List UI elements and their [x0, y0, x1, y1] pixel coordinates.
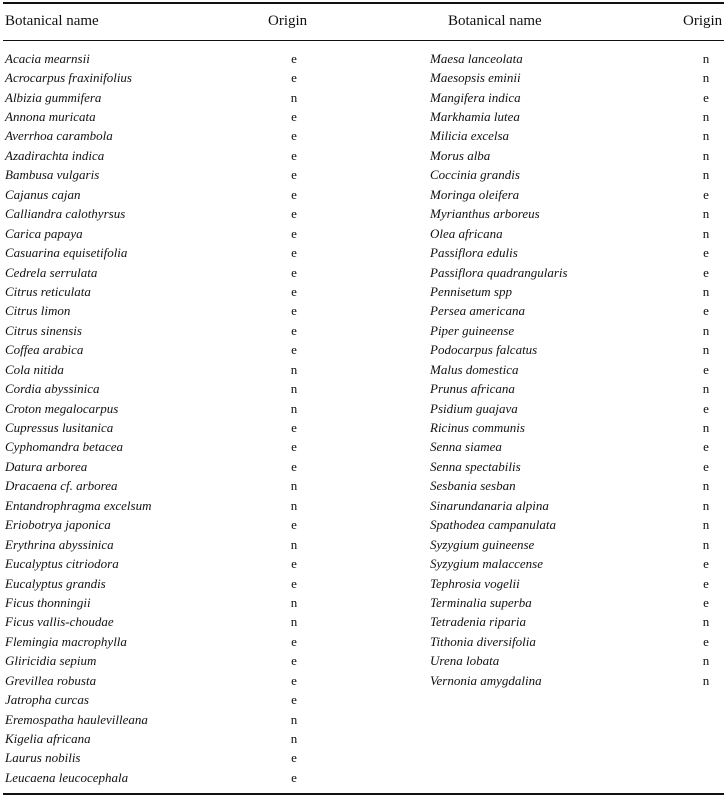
- table-row: [5, 477, 335, 496]
- origin-code: e: [291, 167, 297, 183]
- table-row: [430, 166, 720, 185]
- origin-code: e: [703, 245, 709, 261]
- origin-code: n: [702, 167, 710, 183]
- origin-code: e: [291, 245, 297, 261]
- table-row: [5, 399, 335, 418]
- header-origin-left: Origin: [268, 13, 308, 29]
- origin-code: e: [291, 283, 297, 299]
- origin-code: n: [702, 672, 710, 688]
- table-row: [430, 360, 720, 379]
- table-row: [5, 49, 335, 68]
- origin-code: e: [291, 653, 297, 669]
- botanical-name: Markhamia lutea: [430, 109, 520, 125]
- botanical-name: Sesbania sesban: [430, 478, 516, 494]
- botanical-name: Cedrela serrulata: [5, 264, 98, 280]
- botanical-name: Milicia excelsa: [430, 128, 510, 144]
- table-row: [5, 574, 335, 593]
- botanical-name: Terminalia superba: [430, 594, 532, 610]
- table-row: [5, 282, 335, 301]
- origin-code: n: [702, 517, 710, 533]
- table-row: [5, 749, 335, 768]
- table-row: [430, 127, 720, 146]
- table-row: [430, 554, 720, 573]
- botanical-name: Bambusa vulgaris: [5, 167, 100, 183]
- botanical-name: Pennisetum spp: [430, 283, 512, 299]
- botanical-name: Mangifera indica: [430, 89, 521, 105]
- top-rule: [3, 2, 724, 4]
- table-row: [430, 652, 720, 671]
- origin-code: e: [291, 556, 297, 572]
- table-row: [5, 88, 335, 107]
- origin-code: n: [702, 342, 710, 358]
- botanical-name: Eucalyptus grandis: [5, 575, 106, 591]
- botanical-name: Averrhoa carambola: [5, 128, 113, 144]
- table-row: [430, 185, 720, 204]
- botanical-name: Morus alba: [430, 147, 491, 163]
- origin-code: n: [290, 400, 298, 416]
- origin-code: n: [290, 89, 298, 105]
- origin-code: e: [703, 594, 709, 610]
- botanical-name: Maesa lanceolata: [430, 50, 523, 66]
- botanical-name: Ricinus communis: [430, 420, 525, 436]
- table-row: [5, 321, 335, 340]
- table-row: [430, 574, 720, 593]
- botanical-name: Citrus limon: [5, 303, 71, 319]
- botanical-name: Leucaena leucocephala: [5, 769, 129, 785]
- table-row: [5, 302, 335, 321]
- botanical-name: Dracaena cf. arborea: [5, 478, 118, 494]
- table-row: [430, 321, 720, 340]
- botanical-name: Albizia gummifera: [5, 89, 102, 105]
- botanical-name: Cola nitida: [5, 361, 64, 377]
- origin-code: e: [291, 50, 297, 66]
- botanical-name: Psidium guajava: [430, 400, 518, 416]
- botanical-name: Annona muricata: [5, 109, 96, 125]
- origin-code: e: [703, 575, 709, 591]
- origin-code: n: [702, 614, 710, 630]
- table-row: [430, 496, 720, 515]
- origin-code: n: [702, 478, 710, 494]
- table-row: [5, 516, 335, 535]
- origin-code: n: [702, 536, 710, 552]
- origin-code: n: [702, 70, 710, 86]
- botanical-name: Tetradenia riparia: [430, 614, 526, 630]
- botanical-name: Piper guineense: [430, 322, 515, 338]
- table-row: [430, 632, 720, 651]
- origin-code: e: [291, 575, 297, 591]
- origin-code: n: [702, 109, 710, 125]
- origin-code: n: [702, 381, 710, 397]
- botanical-name: Tephrosia vogelii: [430, 575, 520, 591]
- botanical-name: Carica papaya: [5, 225, 83, 241]
- botanical-name: Kigelia africana: [5, 731, 91, 747]
- table-row: [430, 146, 720, 165]
- origin-code: e: [703, 303, 709, 319]
- table-row: [5, 379, 335, 398]
- origin-code: e: [291, 458, 297, 474]
- origin-code: n: [702, 128, 710, 144]
- origin-code: n: [702, 50, 710, 66]
- table-row: [5, 107, 335, 126]
- table-row: [5, 671, 335, 690]
- table-row: [430, 282, 720, 301]
- header-botanical-name-left: Botanical name: [5, 13, 99, 29]
- botanical-name: Acacia mearnsii: [5, 50, 90, 66]
- table-row: [5, 496, 335, 515]
- table-row: [5, 652, 335, 671]
- botanical-name: Coccinia grandis: [430, 167, 520, 183]
- table-row: [5, 360, 335, 379]
- botanical-name: Flemingia macrophylla: [5, 633, 127, 649]
- botanical-name: Azadirachta indica: [5, 147, 105, 163]
- botanical-name: Eriobotrya japonica: [5, 517, 111, 533]
- origin-code: e: [291, 420, 297, 436]
- origin-code: e: [703, 264, 709, 280]
- botanical-name: Croton megalocarpus: [5, 400, 119, 416]
- table-row: [5, 690, 335, 709]
- botanical-name: Cyphomandra betacea: [5, 439, 124, 455]
- table-row: [430, 671, 720, 690]
- origin-code: n: [290, 711, 298, 727]
- table-row: [5, 205, 335, 224]
- table-row: [5, 710, 335, 729]
- table-row: [430, 68, 720, 87]
- header-origin-right: Origin: [683, 13, 723, 29]
- origin-code: n: [290, 614, 298, 630]
- origin-code: e: [291, 70, 297, 86]
- origin-code: e: [291, 206, 297, 222]
- botanical-name: Persea americana: [430, 303, 525, 319]
- origin-code: e: [703, 361, 709, 377]
- table-row: [430, 205, 720, 224]
- origin-code: e: [703, 186, 709, 202]
- table-row: [5, 632, 335, 651]
- table-row: [430, 535, 720, 554]
- botanical-name: Eucalyptus citriodora: [5, 556, 119, 572]
- origin-code: n: [702, 283, 710, 299]
- botanical-name: Calliandra calothyrsus: [5, 206, 126, 222]
- origin-code: n: [290, 361, 298, 377]
- botanical-name: Citrus reticulata: [5, 283, 91, 299]
- botanical-name: Grevillea robusta: [5, 672, 97, 688]
- table-row: [5, 554, 335, 573]
- origin-code: n: [290, 731, 298, 747]
- botanical-name: Passiflora quadrangularis: [430, 264, 568, 280]
- origin-code: e: [291, 439, 297, 455]
- table-row: [430, 477, 720, 496]
- table-row: [5, 613, 335, 632]
- botanical-name: Syzygium malaccense: [430, 556, 543, 572]
- header-botanical-name-right: Botanical name: [448, 13, 542, 29]
- origin-code: e: [291, 322, 297, 338]
- origin-code: e: [291, 769, 297, 785]
- origin-code: e: [703, 439, 709, 455]
- botanical-name: Acrocarpus fraxinifolius: [5, 70, 132, 86]
- origin-code: e: [703, 633, 709, 649]
- botanical-name: Prunus africana: [430, 381, 515, 397]
- origin-code: e: [291, 342, 297, 358]
- origin-code: e: [291, 750, 297, 766]
- table-row: [5, 224, 335, 243]
- origin-code: e: [703, 458, 709, 474]
- botanical-name: Ficus thonningii: [5, 594, 91, 610]
- table-row: [5, 457, 335, 476]
- table-row: [430, 224, 720, 243]
- origin-code: n: [290, 497, 298, 513]
- table-row: [5, 185, 335, 204]
- table-row: [430, 516, 720, 535]
- header-rule: [3, 40, 724, 41]
- botanical-name: Senna siamea: [430, 439, 502, 455]
- origin-code: n: [702, 322, 710, 338]
- origin-code: n: [290, 536, 298, 552]
- table-row: [430, 88, 720, 107]
- origin-code: e: [703, 89, 709, 105]
- origin-code: e: [291, 517, 297, 533]
- table-row: [430, 613, 720, 632]
- table-row: [430, 438, 720, 457]
- table-row: [5, 146, 335, 165]
- origin-code: e: [291, 128, 297, 144]
- table-row: [430, 593, 720, 612]
- botanical-name: Urena lobata: [430, 653, 500, 669]
- botanical-name: Syzygium guineense: [430, 536, 535, 552]
- table-row: [5, 438, 335, 457]
- botanical-name: Passiflora edulis: [430, 245, 518, 261]
- table-row: [430, 341, 720, 360]
- origin-code: e: [703, 400, 709, 416]
- table-row: [430, 457, 720, 476]
- botanical-name: Datura arborea: [5, 458, 88, 474]
- origin-code: e: [291, 225, 297, 241]
- table-row: [430, 107, 720, 126]
- table-row: [430, 418, 720, 437]
- table-row: [5, 341, 335, 360]
- origin-code: e: [291, 109, 297, 125]
- botanical-name: Erythrina abyssinica: [5, 536, 114, 552]
- botanical-name: Entandrophragma excelsum: [5, 497, 152, 513]
- botanical-name: Senna spectabilis: [430, 458, 521, 474]
- botanical-name: Vernonia amygdalina: [430, 672, 542, 688]
- table-row: [5, 243, 335, 262]
- table-row: [430, 243, 720, 262]
- origin-code: n: [702, 206, 710, 222]
- botanical-name: Cordia abyssinica: [5, 381, 100, 397]
- origin-code: n: [290, 478, 298, 494]
- botanical-name: Cajanus cajan: [5, 186, 81, 202]
- left-column: [5, 49, 335, 788]
- botanical-name: Podocarpus falcatus: [430, 342, 538, 358]
- botanical-name: Eremospatha haulevilleana: [5, 711, 148, 727]
- origin-code: e: [291, 186, 297, 202]
- botanical-name: Tithonia diversifolia: [430, 633, 536, 649]
- origin-code: e: [291, 147, 297, 163]
- botanical-name: Sinarundanaria alpina: [430, 497, 549, 513]
- bottom-rule: [3, 793, 724, 795]
- table-row: [5, 263, 335, 282]
- origin-code: n: [702, 497, 710, 513]
- botanical-name: Cupressus lusitanica: [5, 420, 114, 436]
- origin-code: n: [702, 420, 710, 436]
- botanical-name: Citrus sinensis: [5, 322, 82, 338]
- origin-code: e: [703, 556, 709, 572]
- origin-code: e: [291, 672, 297, 688]
- origin-code: n: [290, 594, 298, 610]
- table-row: [430, 263, 720, 282]
- botanical-name: Malus domestica: [430, 361, 519, 377]
- botanical-name: Coffea arabica: [5, 342, 84, 358]
- botanical-name: Myrianthus arboreus: [430, 206, 540, 222]
- origin-code: n: [702, 225, 710, 241]
- table-row: [5, 535, 335, 554]
- table-row: [5, 593, 335, 612]
- botanical-name: Jatropha curcas: [5, 692, 89, 708]
- table-row: [430, 49, 720, 68]
- botanical-name: Spathodea campanulata: [430, 517, 557, 533]
- origin-code: e: [291, 264, 297, 280]
- botanical-name: Laurus nobilis: [5, 750, 81, 766]
- origin-code: n: [290, 381, 298, 397]
- botanical-name: Maesopsis eminii: [430, 70, 521, 86]
- table-row: [5, 127, 335, 146]
- botanical-name: Casuarina equisetifolia: [5, 245, 128, 261]
- origin-code: e: [291, 692, 297, 708]
- botanical-name: Ficus vallis-choudae: [5, 614, 114, 630]
- table-row: [430, 302, 720, 321]
- right-column: [430, 49, 720, 690]
- origin-code: n: [702, 147, 710, 163]
- table-row: [5, 418, 335, 437]
- table-row: [5, 166, 335, 185]
- table-row: [430, 399, 720, 418]
- origin-code: e: [291, 303, 297, 319]
- origin-code: e: [291, 633, 297, 649]
- botanical-name: Olea africana: [430, 225, 503, 241]
- table-row: [430, 379, 720, 398]
- origin-code: n: [702, 653, 710, 669]
- table-row: [5, 68, 335, 87]
- table-row: [5, 729, 335, 748]
- table-row: [5, 768, 335, 787]
- botanical-name: Gliricidia sepium: [5, 653, 97, 669]
- botanical-name: Moringa oleifera: [430, 186, 520, 202]
